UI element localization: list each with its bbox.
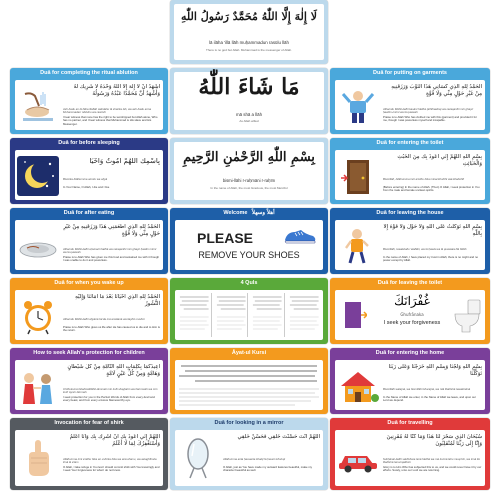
card-translation: O Allah, I take refuge in You lest I should commit shirk with You knowingly and I seek Your forgiveness for what I do not know. (63, 466, 160, 473)
card-garments (330, 68, 490, 134)
mirror-icon (177, 436, 219, 476)
card-arabic: الْحَمْدُ لِلَّهِ الَّذِي أَطْعَمَنِي هَذَا وَرَزَقَنِيهِ مِنْ غَيْرِ حَوْلٍ مِنِّي وَلَا قُوَّةٍ (63, 224, 160, 238)
door-icon (337, 156, 379, 196)
card-eating (10, 208, 168, 274)
exit-door-icon (341, 300, 367, 330)
card-translit: Subḥānal-ladhī sakhkhara lanā hādhā wa mā kunnā lahu muqrinīn, wa innā ilā Rabbinā lamunqalibūn (383, 458, 480, 465)
toilet-icon (452, 298, 482, 334)
card-shirk (10, 418, 168, 490)
card-arabic: بِسْمِ اللّٰهِ اللَّهُمَّ إِنِّي أَعُوذُ بِكَ مِنَ الْخُبُثِ وَالْخَبَائِثِ (397, 154, 482, 168)
card-header (170, 208, 328, 218)
card-translit: Ash-hadu an lā ilāha illallāh wahdahu lā sharīka lah, wa ash-hadu anna Muhammadan 'abduhu wa rasūluh (63, 108, 152, 115)
card-toilet-leave (330, 278, 490, 344)
card-translit: Alhamdu lillāhil-ladhī aṭ'amanī hādhā wa razaqanīhi min ghayri ḥawlin minnī wa lā quwwah (63, 248, 157, 255)
card-translit: Alhamdu lillāhil-ladhī kasānī hādhā (aththawba) wa razaqanīhi min ghayri ḥawlim-minnī wa lā quwwah (383, 108, 474, 115)
please-text: PLEASE (197, 230, 254, 246)
card-title: Duā for entering the toilet (376, 140, 444, 146)
card-bismillah (170, 138, 328, 204)
card-arabic: بِسْمِ اللّٰهِ تَوَكَّلْتُ عَلَى اللّٰهِ وَلَا حَوْلَ وَلَا قُوَّةَ إِلَّا بِاللّٰهِ (383, 224, 482, 238)
card-title: Duā for travelling (387, 420, 433, 426)
card-translation: Praise is to Allah Who has clothed me with this (garment) and provided it for me, though I was powerless myself and incapable. (383, 116, 477, 123)
card-translit: U'īdhukumā bikalimātillāhit-tāmmati min kulli shayṭānin wa hāmmatin wa min kulli 'aynin lāmmah (63, 388, 158, 395)
remove-shoes-text: REMOVE YOUR SHOES (198, 250, 300, 260)
card-translation: Praise is to Allah Who has given me this food and sustained me with it though I was unable to do it and powerless. (63, 256, 160, 263)
toilet-translation: I seek your forgiveness (383, 320, 441, 326)
moon-stars-icon (17, 156, 59, 196)
card-arabic: بِاسْمِكَ اللَّهُمَّ أَمُوتُ وَأَحْيَا (89, 158, 160, 165)
card-mashallah (170, 68, 328, 134)
card-title: Duā for when you wake up (54, 280, 124, 286)
card-title: Duā for looking in a mirror (214, 420, 284, 426)
bismillah-translation: In the name of Allah, the most Gracious, the most Merciful (210, 186, 288, 190)
card-entering-home (330, 348, 490, 414)
card-toilet-enter (330, 138, 490, 204)
card-title: Āyat-ul Kursi (231, 350, 267, 356)
card-title: How to seek Allah's protection for children (33, 350, 145, 356)
card-shahada (170, 0, 328, 64)
card-travelling (330, 418, 490, 490)
card-arabic: الْحَمْدُ لِلَّهِ الَّذِي كَسَانِي هَذَا الثَّوْبَ وَرَزَقَنِيهِ مِنْ غَيْرِ حَوْلٍ مِنِّي وَلَا قُوَّةٍ (391, 84, 482, 98)
ayat-text-lines (175, 362, 323, 410)
child-walking-icon (337, 226, 379, 266)
card-wake-up (10, 278, 168, 344)
card-arabic: اللَّهُمَّ إِنِّي أَعُوذُ بِكَ أَنْ أُشْرِكَ بِكَ وَأَنَا أَعْلَمُ وَأَسْتَغْفِرُكَ لِمَا لَا أَعْلَمُ (69, 434, 160, 448)
card-translit: Allāhumma innī a'ūdhu bika an ushrika bika wa anā a'lamu, wa astaghfiruka limā lā a'lam (63, 458, 157, 465)
card-four-quls (170, 278, 328, 344)
card-title: 4 Quls (240, 280, 258, 286)
card-sleeping (10, 138, 168, 204)
card-translit: Allāhumma anta ḥassanta khalqī fa ḥassin khuluqī (223, 458, 286, 461)
card-translit: Bismillāh, Allāhumma innī a'ūdhu bika minal-khubthi wal-khabā'ith (383, 178, 465, 181)
mashallah-translation: As Allah willed (239, 119, 259, 123)
alarm-clock-icon (17, 296, 59, 336)
card-translit: Bismillāhi, tawakkaltu 'alallāhi, wa lā ḥawla wa lā quwwata illā billāh (383, 248, 467, 251)
card-arabic: بِسْمِ اللّٰهِ وَلَجْنَا وَبِسْمِ اللّٰهِ خَرَجْنَا وَعَلَى رَبِّنَا تَوَكَّلْنَا (388, 364, 482, 378)
card-translation: Praise is to Allah Who gives us life after He has caused us to die and to Him is the return. (63, 326, 160, 333)
toilet-translit: Ghufrānaka (400, 312, 424, 317)
qul-columns (178, 293, 320, 337)
card-title: Duā for leaving the toilet (377, 280, 443, 286)
welcome-en: Welcome (223, 210, 248, 216)
card-children (10, 348, 168, 414)
shahada-translit: lā ilāha 'illā llāh muḥammadun rasūlu llāh (209, 40, 289, 45)
raised-finger-icon (17, 436, 59, 476)
bismillah-arabic: بِسْمِ اللّٰهِ الرَّحْمٰنِ الرَّحِيمِ (183, 150, 315, 165)
shahada-arabic: لَا إِلٰهَ إِلَّا اللّٰهُ مُحَمَّدٌ رَسُولُ اللّٰهِ (180, 10, 318, 23)
card-title: Invocation for fear of shirk (54, 420, 124, 426)
mashallah-translit: mā shā a llāh (235, 112, 263, 117)
card-translation: Glory is to Him Who has subjected this to us, and we could never have it by our efforts. Surely, unto our Lord we are returning. (383, 466, 482, 473)
card-shoes (170, 208, 328, 274)
car-icon (337, 446, 379, 486)
shoe-icon (283, 226, 317, 246)
card-mirror (170, 418, 328, 490)
plate-icon (17, 226, 59, 266)
card-title: Duā for before sleeping (58, 140, 120, 146)
card-translation: I bear witness that none has the right to be worshipped but Allah alone, Who has no partner, and I bear witness that Muhammad is His slave and His Messenger. (63, 116, 158, 126)
card-translit: Bismika Allāhumma amūtu wa aḥyā (63, 178, 108, 181)
card-arabic: أُعِيذُكُمَا بِكَلِمَاتِ اللّٰهِ التَّامَّةِ مِنْ كُلِّ شَيْطَانٍ وَهَامَّةٍ وَمِنْ كُلِّ عَيْنٍ لَامَّةٍ (67, 364, 160, 378)
card-translation: O Allah, just as You have made my outward features beautiful, make my character beautiful as well. (223, 466, 313, 473)
card-title: Duā for putting on garments (373, 70, 447, 76)
toilet-arabic: غُفْرَانَكَ (394, 294, 430, 308)
welcome-ar: أهلاً وسهلاً (251, 210, 275, 216)
card-title: Duā for completing the ritual ablution (40, 70, 138, 76)
washing-hands-icon (17, 86, 59, 126)
card-arabic: اللَّهُمَّ أَنْتَ حَسَّنْتَ خَلْقِي فَحَسِّنْ خُلُقِي (237, 434, 320, 440)
card-arabic: سُبْحَانَ الَّذِي سَخَّرَ لَنَا هَذَا وَمَا كُنَّا لَهُ مُقْرِنِينَ وَإِنَّا إِلَى رَبِّنَا لَمُنْقَلِبُونَ (386, 434, 482, 448)
dressing-person-icon (337, 86, 379, 126)
card-translit: Alhamdu lillāhil-ladhī aḥyānā ba'da mā amātanā wa ilayhin-nushūr (63, 318, 145, 321)
house-icon (337, 366, 379, 406)
card-arabic: أَشْهَدُ أَنْ لَا إِلٰهَ إِلَّا اللّٰهُ وَحْدَهُ لَا شَرِيكَ لَهُ وَأَشْهَدُ أَنَّ مُحَمَّدًا عَبْدُهُ وَرَسُولُهُ (73, 84, 160, 98)
card-title: Duā for entering the home (375, 350, 445, 356)
card-title: Duā for after eating (63, 210, 115, 216)
bismillah-translit: bismi-llāhi r-raḥmāni r-raḥīm (222, 178, 276, 183)
card-translation: In the Name of Allah we enter, in the Name of Allah we leave, and upon our Lord we depend. (383, 396, 476, 403)
card-translation: In Your Name, O Allah, I die and I live (63, 186, 110, 189)
card-ayat-kursi (170, 348, 328, 414)
card-title: Duā for leaving the house (376, 210, 444, 216)
card-translation: I seek protection for you in the Perfect Words of Allah from every devil and every beast, and from every envious blameworthy eye. (63, 396, 155, 403)
card-translit: Bismillāhi walajnā, wa bismillāhi kharajnā, wa 'alā Rabbinā tawakkalnā (383, 388, 471, 391)
card-ablution (10, 68, 168, 134)
card-leaving-house (330, 208, 490, 274)
card-translation: (Before entering) In the name of Allah. (Then) O Allah, I seek protection in You from the male and female unclean spirits. (383, 186, 480, 193)
mashallah-arabic: مَا شَاءَ اللّٰهُ (198, 74, 300, 100)
card-translation: In the name of Allah, I have placed my trust in Allah; there is no might and no power except by Allah. (383, 256, 478, 263)
shahada-translation: There is no god but Allah. Muhammad is the messenger of Allah. (206, 48, 292, 52)
card-arabic: الْحَمْدُ لِلَّهِ الَّذِي أَحْيَانَا بَعْدَ مَا أَمَاتَنَا وَإِلَيْهِ النُّشُورُ (75, 294, 160, 308)
children-icon (17, 366, 59, 406)
